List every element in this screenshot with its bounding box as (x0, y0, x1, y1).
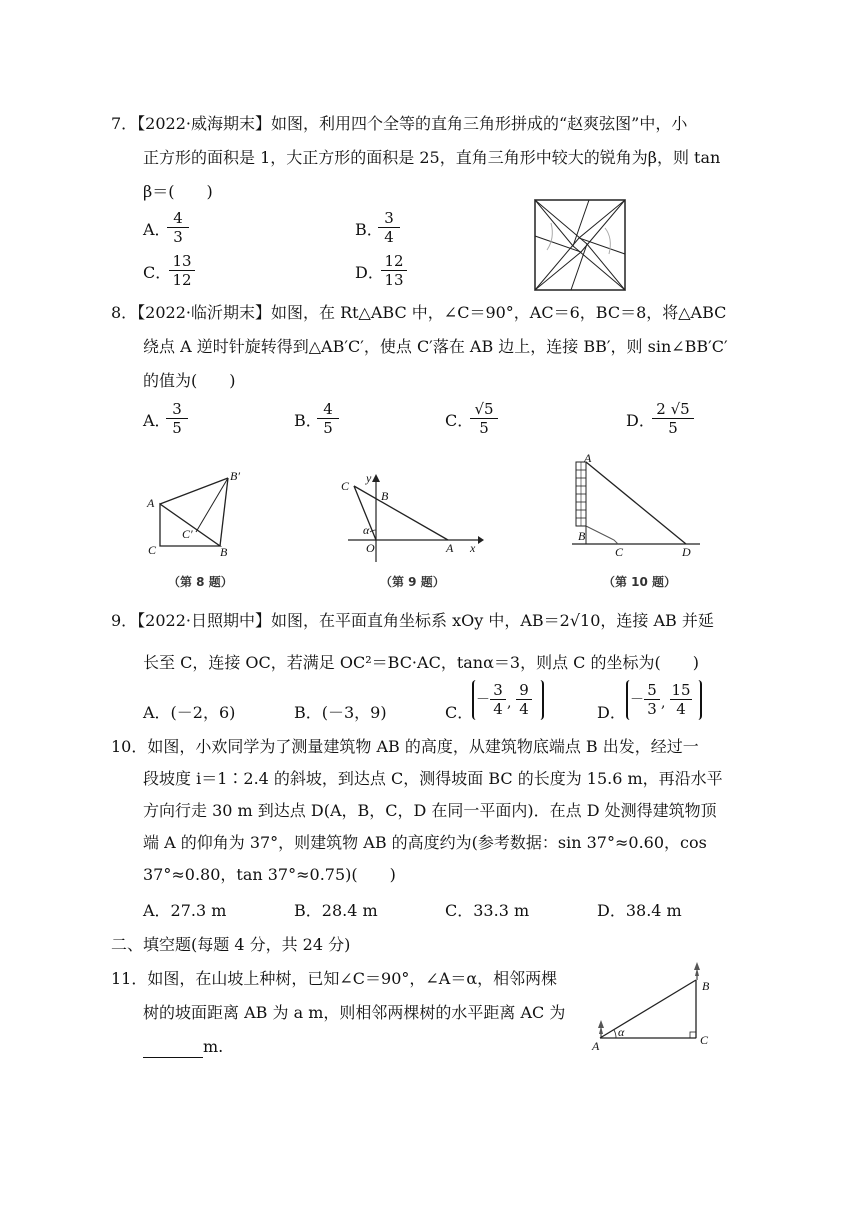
figure-9 (336, 470, 486, 566)
q8-option-a-fraction: $\frac{3}{5}$ (166, 400, 188, 437)
q10-option-b: B．28.4 m (294, 901, 378, 920)
q9-option-a: A．(－2，6) (143, 703, 236, 722)
fig10-label-c: C (615, 545, 624, 559)
fig11-label-b: B (702, 979, 710, 993)
q9-option-d-coordinate: － $\frac{5}{3}$ , $\frac{15}{4}$ (626, 680, 702, 720)
q11-line2: 树的坡面距离 AB 为 a m，则相邻两棵树的水平距离 AC 为 (143, 1003, 566, 1022)
q8-line1: 8．【2022·临沂期末】如图，在 Rt△ABC 中，∠C＝90°，AC＝6，BC＝8，将△ABC (111, 303, 727, 322)
q8-line2: 绕点 A 逆时针旋转得到△AB′C′，使点 C′落在 AB 边上，连接 BB′，则 sin∠BB′C′ (143, 337, 728, 356)
fig11-label-c: C (700, 1033, 709, 1047)
zhao-shuang-diagram (533, 198, 627, 292)
figure-10 (568, 452, 704, 564)
q7-option-d-letter: D． (355, 263, 384, 282)
q7-line2: 正方形的面积是 1，大正方形的面积是 25，直角三角形中较大的锐角为β，则 tan (143, 148, 721, 167)
fig9-label-o: O (366, 541, 375, 555)
q11-answer-blank[interactable] (143, 1041, 203, 1058)
q10-option-d: D．38.4 m (597, 901, 682, 920)
q8-option-a-letter: A． (143, 411, 171, 430)
q8-option-c-fraction: $\frac{√5}{5}$ (470, 400, 498, 437)
fig9-label-alpha: α (363, 523, 370, 537)
q7-option-c-fraction: $\frac{13}{12}$ (169, 252, 195, 289)
q7-option-c-letter: C． (143, 263, 172, 282)
section-2-heading: 二、填空题(每题 4 分，共 24 分) (111, 935, 351, 954)
q8-option-d-fraction: $\frac{2 √5}{5}$ (652, 400, 694, 437)
fig9-label-c: C (341, 479, 350, 493)
fig8-label-b-prime: B′ (230, 469, 240, 483)
q10-option-a: A．27.3 m (143, 901, 227, 920)
q8-line3: 的值为( ) (143, 371, 236, 390)
q9-line1: 9．【2022·日照期中】如图，在平面直角坐标系 xOy 中，AB＝2√10，连接 AB 并延 (111, 611, 714, 630)
fig9-label-b: B (381, 489, 389, 503)
q9-option-b: B．(－3，9) (294, 703, 387, 722)
fig10-label-b: B (578, 529, 586, 543)
fig8-label-a: A (147, 496, 155, 510)
q9-line2: 长至 C，连接 OC，若满足 OC²＝BC·AC，tanα＝3，则点 C 的坐标为( ) (143, 653, 699, 672)
caption-figure-10: （第 10 题） (603, 575, 677, 589)
fig9-label-x: x (470, 541, 476, 555)
caption-figure-8: （第 8 题） (168, 575, 233, 589)
q9-option-c-letter: C． (445, 703, 474, 722)
q8-option-c-letter: C． (445, 411, 474, 430)
q7-option-b-letter: B． (355, 220, 383, 239)
fig8-label-c-prime: C′ (182, 527, 193, 541)
figure-11 (588, 962, 718, 1054)
q7-option-a-letter: A． (143, 220, 171, 239)
fig9-label-a: A (446, 541, 454, 555)
q11-line1: 11．如图，在山坡上种树，已知∠C＝90°，∠A＝α，相邻两棵 (111, 969, 558, 988)
q7-option-a-fraction: $\frac{4}{3}$ (167, 209, 189, 246)
q8-option-b-fraction: $\frac{4}{5}$ (317, 400, 339, 437)
fig11-label-a: A (592, 1039, 600, 1053)
q7-line3: β＝( ) (143, 182, 213, 201)
q7-line1: 7．【2022·威海期末】如图，利用四个全等的直角三角形拼成的“赵爽弦图”中，小 (111, 114, 688, 133)
fig10-label-a: A (584, 451, 592, 465)
q8-option-b-letter: B． (294, 411, 322, 430)
q10-line1: 10．如图，小欢同学为了测量建筑物 AB 的高度，从建筑物底端点 B 出发，经过一 (111, 737, 699, 756)
q10-option-c: C．33.3 m (445, 901, 530, 920)
figure-8 (140, 466, 250, 562)
fig9-label-y: y (366, 471, 372, 485)
fig11-label-alpha: α (618, 1025, 625, 1039)
q10-line4: 端 A 的仰角为 37°，则建筑物 AB 的高度约为(参考数据：sin 37°≈0.60，cos (143, 833, 707, 852)
fig8-label-b: B (220, 545, 228, 559)
q10-line5: 37°≈0.80，tan 37°≈0.75)( ) (143, 865, 396, 884)
caption-figure-9: （第 9 题） (380, 575, 445, 589)
q7-option-d-fraction: $\frac{12}{13}$ (381, 252, 407, 289)
fig8-label-c: C (148, 543, 157, 557)
q8-option-d-letter: D． (626, 411, 655, 430)
q9-option-d-letter: D． (597, 703, 626, 722)
fig10-label-d: D (682, 545, 691, 559)
q7-option-b-fraction: $\frac{3}{4}$ (378, 209, 400, 246)
q10-line3: 方向行走 30 m 到达点 D(A，B，C，D 在同一平面内)．在点 D 处测得建筑物顶 (143, 801, 717, 820)
q10-line2: 段坡度 i＝1∶2.4 的斜坡，到达点 C，测得坡面 BC 的长度为 15.6 m，再沿水平 (143, 769, 723, 788)
q9-option-c-coordinate: － $\frac{3}{4}$ , $\frac{9}{4}$ (472, 680, 544, 720)
q11-line3: m. (143, 1036, 223, 1058)
